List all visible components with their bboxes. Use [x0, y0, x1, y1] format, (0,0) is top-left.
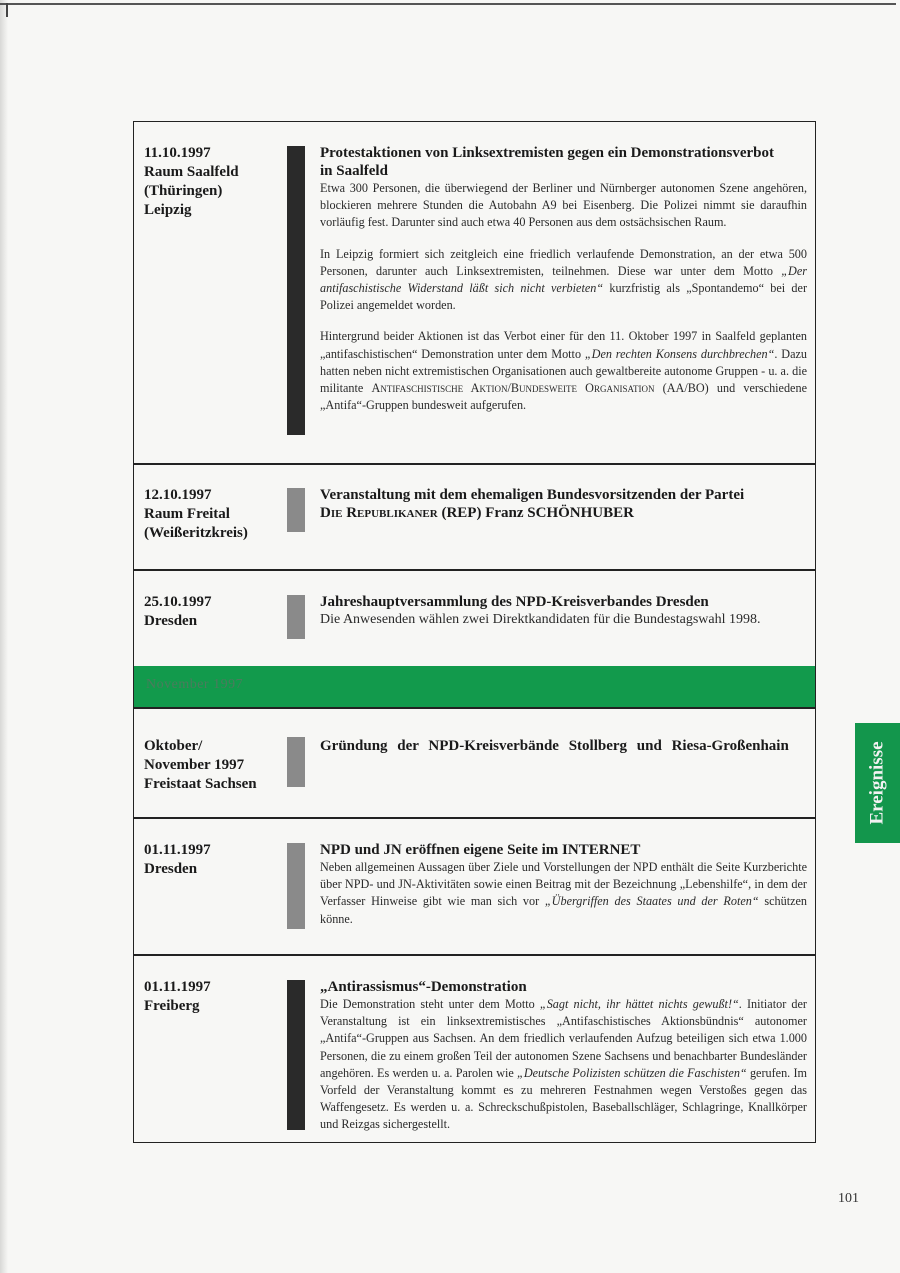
event-title: Jahreshauptversammlung des NPD-Kreisverbandes Dresden [320, 594, 709, 610]
event-date: Oktober/ [144, 738, 203, 754]
event-title: Protestaktionen von Linksextremisten gegen ein Demonstrationsverbot in Saalfeld [320, 145, 774, 179]
top-corner-mark [6, 3, 8, 17]
event-place: Raum Freital [144, 506, 230, 522]
event-content [320, 593, 807, 629]
event-marker-bar [287, 980, 305, 1130]
event-date: 01.11.1997 [144, 979, 211, 995]
event-date: 11.10.1997 [144, 145, 211, 161]
event-entry [134, 122, 815, 464]
event-marker-bar [287, 146, 305, 435]
paragraph: Hintergrund beider Aktionen ist das Verbot einer für den 11. Oktober 1997 in Saalfeld geplanten „antifaschistischen“ Demonstration unter dem Motto „Den rechten Konsens durchbrechen“. Dazu hatten neben nicht extremistischen Organisationen auch gewaltbereite autonome Gruppen - u. a. die militante Antifaschistische Aktion/Bundesweite Organisation (AA/BO) und verschiedene „Antifa“-Gruppen bundesweit aufgerufen. [320, 329, 807, 413]
event-date-place [144, 737, 284, 794]
event-place: Leipzig [144, 202, 192, 218]
event-date: 25.10.1997 [144, 594, 212, 610]
section-tab-ereignisse [855, 723, 900, 843]
page-number: 101 [838, 1191, 859, 1206]
event-marker-bar [287, 595, 305, 639]
event-date-place [144, 144, 284, 220]
event-place: Raum Saalfeld [144, 164, 239, 180]
event-content [320, 144, 807, 414]
month-label: November 1997 [146, 677, 244, 692]
event-place: (Thüringen) [144, 183, 223, 199]
event-marker-bar [287, 843, 305, 929]
paragraph: In Leipzig formiert sich zeitgleich eine friedlich verlaufende Demonstration, an der etwa 500 Personen, darunter auch Linksextremisten, teilnehmen. Diese war unter dem Motto „Der antifaschistische Widerstand läßt sich nicht verbieten“ kurzfristig als „Spontandemo“ bei der Polizei angemeldet worden. [320, 246, 807, 313]
event-entry [134, 709, 815, 817]
event-description: Die Demonstration steht unter dem Motto „Sagt nicht, ihr hättet nichts gewußt!“. Initiator der Veranstaltung ist ein linksextremistisches „Antifaschistisches Aktionsbündnis“ autonomer „Antifa“-Gruppen aus Sachsen. An dem friedlich verlaufenden Aufzug beteiligen sich etwa 1.000 Personen, die zu einem großen Teil der autonomen Szene Sachsens und benachbarter Bundesländer angehören. Es werden u. a. Parolen wie „Deutsche Polizisten schützen die Faschisten“ gerufen. Im Vorfeld der Veranstaltung kommt es zu mehreren Festnahmen wegen Verstoßes gegen das Waffengesetz. Es werden u. a. Schreckschußpistolen, Baseballschläger, Schlagringe, Knallkörper und Reizgas sichergestellt. [320, 997, 808, 1132]
page-binding-shadow [0, 0, 8, 1273]
event-content [320, 737, 807, 755]
event-date-place [144, 593, 284, 631]
event-date: November 1997 [144, 757, 245, 773]
event-entry [134, 464, 815, 562]
event-title: „Antirassismus“-Demonstration [320, 979, 527, 995]
event-title: Veranstaltung mit dem ehemaligen Bundesvorsitzenden der Partei Die Republikaner (REP) Franz SCHÖNHUBER [320, 487, 745, 521]
event-description: Neben allgemeinen Aussagen über Ziele und Vorstellungen der NPD enthält die Seite Kurzberichte über NPD- und JN-Aktivitäten sowie einen Beitrag mit der Bezeichnung „Lebenshilfe“, in dem der Verfasser Hinweise gibt wie man sich vor „Übergriffen des Staates und der Roten“ schützen könne. [320, 860, 807, 926]
event-content [320, 841, 807, 928]
event-description [320, 180, 807, 414]
event-marker-bar [287, 488, 305, 532]
event-title: Gründung der NPD-Kreisverbände Stollberg und Riesa-Großenhain [320, 738, 789, 754]
event-date: 12.10.1997 [144, 487, 212, 503]
event-date-place [144, 486, 284, 543]
event-date-place [144, 978, 284, 1016]
event-place: Freiberg [144, 998, 200, 1014]
month-band [134, 666, 815, 707]
events-table [133, 121, 816, 1143]
event-place: Dresden [144, 861, 198, 877]
paragraph: Etwa 300 Personen, die überwiegend der Berliner und Nürnberger autonomen Szene angehören, blockieren mehrere Stunden die Autobahn A9 bei Eisenberg. Die Polizei nimmt sie daraufhin vorläufig fest. Darunter sind auch etwa 40 Personen aus dem ostsächsischen Raum. [320, 181, 807, 230]
event-content [320, 978, 807, 1134]
event-entry [134, 571, 815, 665]
event-date: 01.11.1997 [144, 842, 211, 858]
section-tab-label: Ereignisse [866, 741, 888, 825]
top-rule [0, 3, 896, 5]
event-entry [134, 956, 815, 1144]
event-marker-bar [287, 737, 305, 787]
event-entry [134, 819, 815, 954]
event-place: Dresden [144, 613, 198, 629]
event-place: Freistaat Sachsen [144, 776, 257, 792]
event-content [320, 486, 807, 522]
event-place: (Weißeritzkreis) [144, 525, 248, 541]
event-title: NPD und JN eröffnen eigene Seite im INTERNET [320, 842, 641, 858]
event-description: Die Anwesenden wählen zwei Direktkandidaten für die Bundestagswahl 1998. [320, 612, 761, 627]
event-date-place [144, 841, 284, 879]
